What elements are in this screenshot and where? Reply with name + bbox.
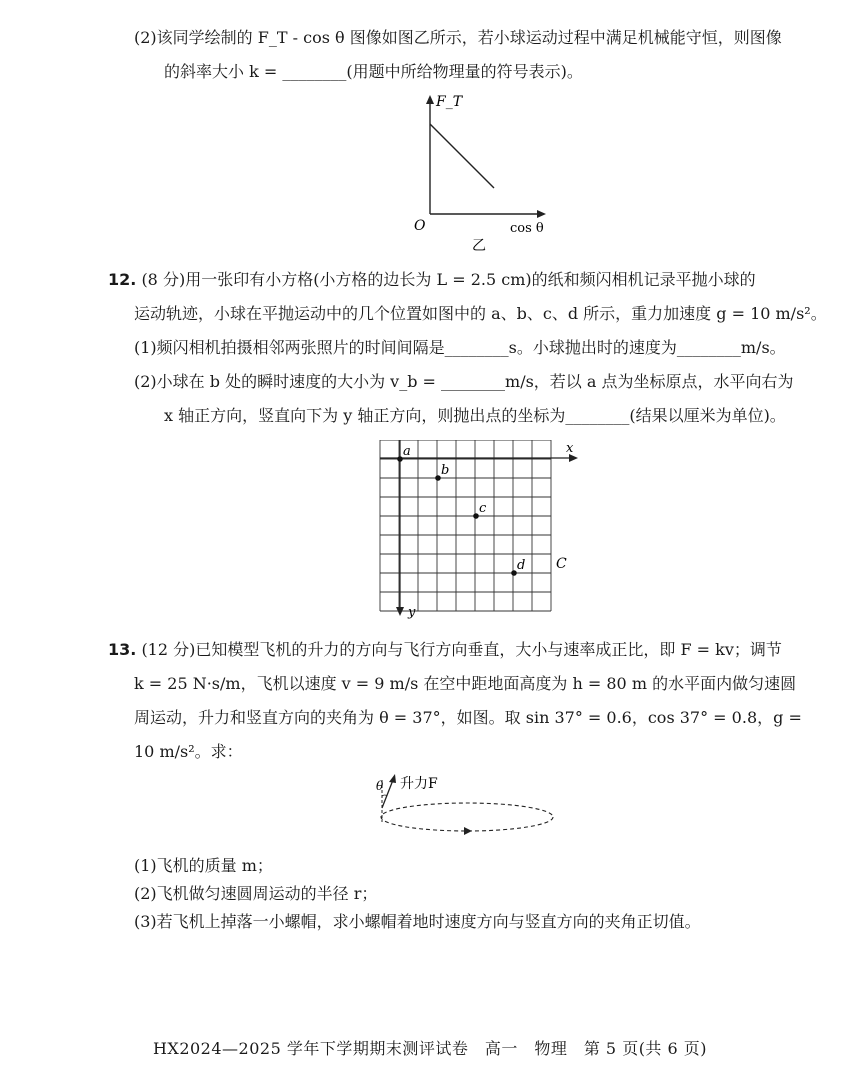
circle-path (381, 803, 553, 831)
q13-line4: 10 m/s²。求： (134, 742, 243, 761)
q13-line2: k = 25 N·s/m，飞机以速度 v = 9 m/s 在空中距地面高度为 h = 80 m 的水平面内做匀速圆 (134, 674, 797, 693)
point-label-a: a (403, 444, 411, 459)
q12-line3: (1)频闪相机拍摄相邻两张照片的时间间隔是________s。小球抛出时的速度为________m/s。 (134, 338, 786, 357)
force-label: 升力F (400, 776, 438, 792)
point-b (435, 475, 441, 481)
figure-caption: 乙 (472, 238, 486, 254)
point-d (511, 570, 517, 576)
q11-part2-line2: 的斜率大小 k = ________(用题中所给物理量的符号表示)。 (164, 62, 583, 81)
point-label-d: d (517, 558, 526, 573)
lift-force-vector (382, 780, 393, 808)
q11-figure-graph (400, 92, 560, 257)
y-axis-arrow (396, 607, 404, 616)
point-a (397, 456, 403, 462)
y-axis-arrow (426, 95, 434, 104)
q12-line4: (2)小球在 b 处的瞬时速度的大小为 v_b = ________m/s，若以 a 点为坐标原点，水平向右为 (134, 372, 794, 391)
q12-line5: x 轴正方向，竖直向下为 y 轴正方向，则抛出点的坐标为________(结果以厘米为单位)。 (164, 406, 786, 425)
q13-number: 13. (108, 640, 137, 659)
q13-sub2: (2)飞机做匀速圆周运动的半径 r； (134, 884, 378, 903)
page-footer: HX2024—2025 学年下学期期末测评试卷 高一 物理 第 5 页(共 6 页) (152, 1039, 708, 1058)
q13-header (108, 640, 782, 660)
x-axis-label: cos θ (510, 221, 544, 236)
side-label: C (556, 556, 567, 572)
graph-line (430, 124, 494, 188)
q13-line1: (12 分)已知模型飞机的升力的方向与飞行方向垂直，大小与速率成正比，即 F = kv；调节 (141, 640, 782, 659)
point-label-b: b (441, 463, 450, 478)
lift-force-arrow (389, 774, 396, 783)
y-axis-label: F_T (436, 94, 463, 110)
path-direction-arrow (464, 827, 472, 835)
q12-number: 12. (108, 270, 137, 289)
point-c (473, 513, 479, 519)
y-axis-label: y (408, 605, 416, 620)
x-axis-label: x (566, 441, 574, 456)
grid-points (397, 444, 525, 576)
theta-label: θ (376, 779, 384, 793)
q12-figure-grid (370, 440, 590, 620)
theta-arc (382, 795, 387, 796)
point-label-c: c (479, 501, 487, 516)
q13-sub3: (3)若飞机上掉落一小螺帽，求小螺帽着地时速度方向与竖直方向的夹角正切值。 (134, 912, 701, 931)
q11-part2-line1: (2)该同学绘制的 F_T - cos θ 图像如图乙所示，若小球运动过程中满足机械能守恒，则图像 (134, 28, 782, 47)
q12-line1: (8 分)用一张印有小方格(小方格的边长为 L = 2.5 cm)的纸和频闪相机记录平抛小球的 (141, 270, 756, 289)
q13-line3: 周运动，升力和竖直方向的夹角为 θ = 37°，如图。取 sin 37° = 0.6，cos 37° = 0.8，g = (134, 708, 802, 727)
x-axis-arrow (537, 210, 546, 218)
origin-label: O (414, 218, 426, 234)
q13-figure-plane (370, 770, 570, 840)
grid-lines (380, 440, 551, 611)
q12-line2: 运动轨迹，小球在平抛运动中的几个位置如图中的 a、b、c、d 所示，重力加速度 g = 10 m/s²。 (134, 304, 827, 323)
q12-header (108, 270, 756, 290)
q13-sub1: (1)飞机的质量 m； (134, 856, 273, 875)
